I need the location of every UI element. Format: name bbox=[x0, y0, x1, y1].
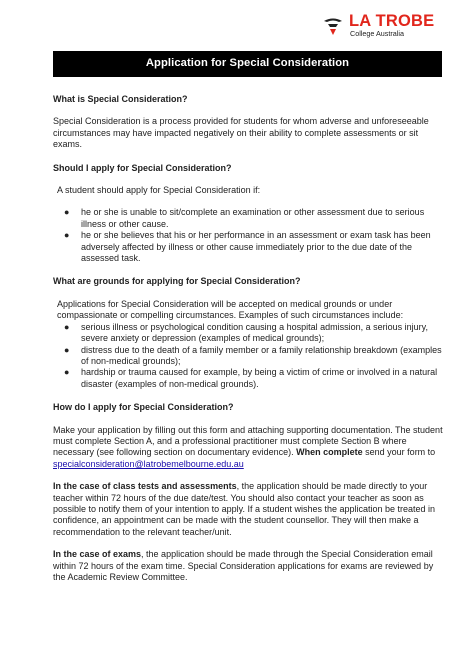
grounds-block bbox=[53, 299, 445, 390]
page-title: Application for Special Consideration bbox=[145, 57, 350, 70]
title-bar bbox=[53, 51, 442, 77]
bullet-icon: ● bbox=[64, 344, 70, 355]
list-item: ● he or she believes that his or her performance in an assessment or exam task has been adversely affected by illness or other cause immediately prior to the due date of the assessed task. bbox=[64, 230, 431, 264]
list-item: ● serious illness or psychological condition causing a hospital admission, a serious injury, severe anxiety or depression (examples of medical grounds); bbox=[64, 321, 429, 344]
bullet-icon: ● bbox=[64, 321, 70, 332]
heading-should: Should I apply for Special Consideration? bbox=[53, 162, 232, 173]
grounds-list bbox=[57, 322, 445, 390]
how-para-2: In the case of class tests and assessments, the application should be made directly to your teacher within 72 hours of the due date/test. You should also contact your teacher as soon as possible to notify them of your intention to apply. If a student wishes the application be treated in confidence, an appointment can be made with the student counsellor. They will then make a recommendation to the relevant teacher/unit. bbox=[53, 481, 436, 537]
should-intro: A student should apply for Special Consideration if: bbox=[57, 185, 261, 196]
shield-icon bbox=[321, 14, 345, 38]
list-item: ● hardship or trauma caused for example, by being a victim of crime or involved in a natural disaster (examples of non-medical grounds). bbox=[64, 367, 438, 389]
should-list bbox=[53, 207, 445, 264]
bullet-icon: ● bbox=[64, 207, 70, 218]
bullet-icon: ● bbox=[64, 367, 70, 378]
what-body: Special Consideration is a process provided for students for whom adverse and unforeseeable circumstances may have impacted negatively on their ability to complete assessments or sit exams. bbox=[53, 116, 429, 150]
heading-what: What is Special Consideration? bbox=[53, 94, 188, 104]
list-item: ● distress due to the death of a family member or a family relationship breakdown (examples of non-medical grounds); bbox=[64, 344, 442, 366]
grounds-intro: Applications for Special Consideration will be accepted on medical grounds or under compassionate or compelling circumstances. Examples of such circumstances include: bbox=[57, 298, 404, 321]
list-item: ● he or she is unable to sit/complete an examination or other assessment due to serious illness or other cause. bbox=[64, 207, 425, 229]
document-body bbox=[53, 94, 445, 583]
logo-subtitle: College Australia bbox=[350, 29, 404, 38]
bullet-icon: ● bbox=[64, 230, 70, 241]
la-trobe-logo bbox=[321, 13, 441, 39]
heading-grounds: What are grounds for applying for Special Consideration? bbox=[53, 276, 301, 287]
how-para-3: In the case of exams, the application should be made through the Special Consideration email within 72 hours of the exam time. Special Consideration applications for exams are reviewed by the Academic Review Committee. bbox=[53, 549, 434, 582]
logo-name: LA TROBE bbox=[349, 12, 435, 30]
heading-how: How do I apply for Special Consideration? bbox=[53, 402, 234, 413]
how-para-1: Make your application by filling out this form and attaching supporting documentation. The student must complete Section A, and a professional practitioner must complete Section B where necessary (see following section on documentary evidence). When complete send your form to specialconsideration@latrobemelbourne.edu.au bbox=[53, 424, 443, 469]
email-link[interactable]: specialconsideration@latrobemelbourne.edu.au bbox=[53, 458, 244, 469]
